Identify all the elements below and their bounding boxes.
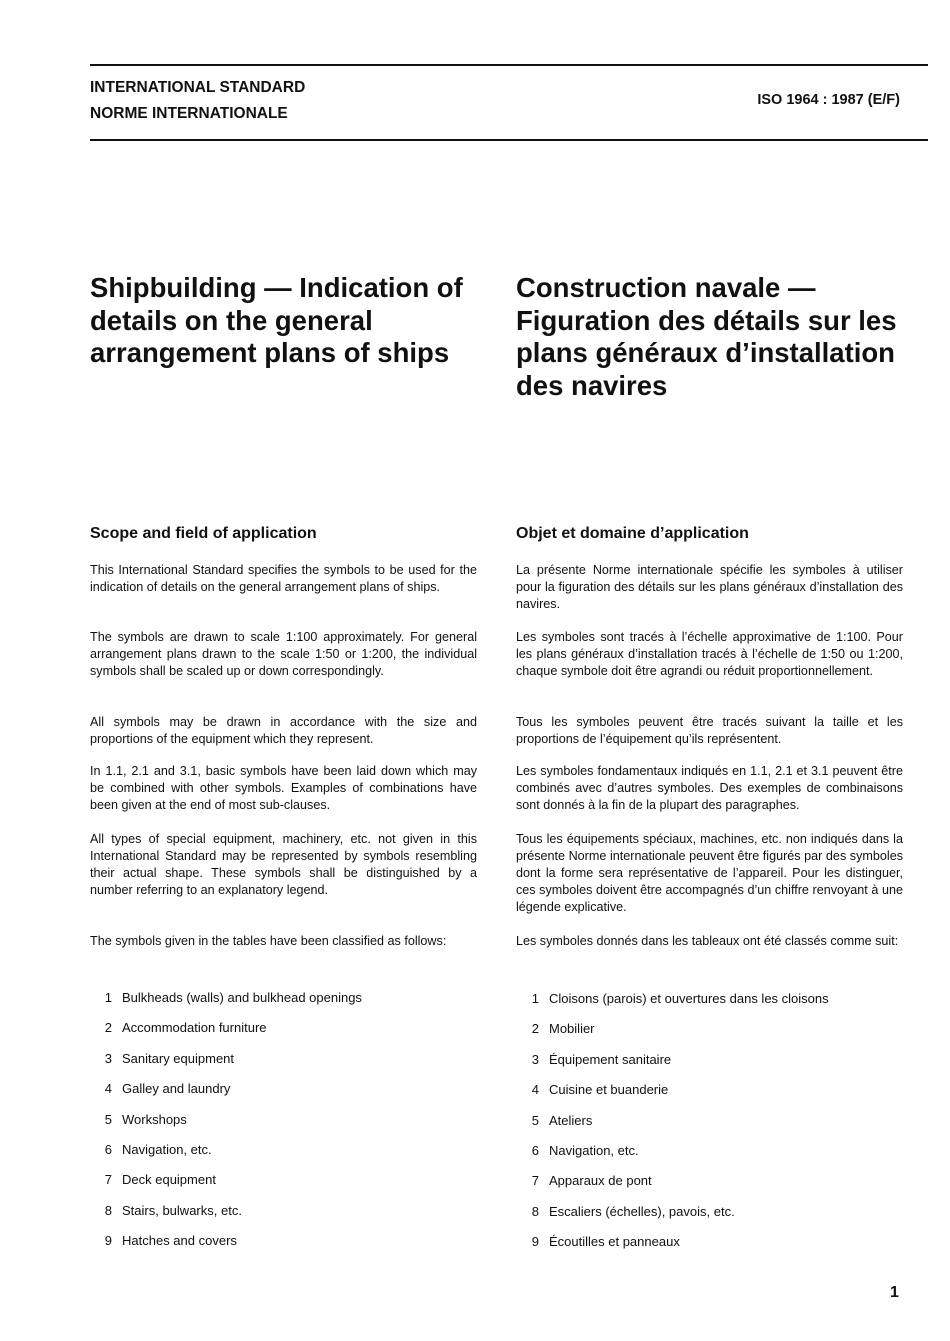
list-item-text: Équipement sanitaire <box>549 1051 672 1067</box>
list-item-number: 1 <box>104 990 112 1005</box>
heading-fr: Objet et domaine d’application <box>516 525 749 542</box>
list-item-number: 9 <box>104 1233 112 1249</box>
list-item-number: 6 <box>104 1142 112 1157</box>
heading-en: Scope and field of application <box>90 525 317 542</box>
list-item-text: Hatches and covers <box>122 1233 237 1249</box>
list-item-number: 1 <box>531 991 539 1006</box>
list-item-text: Galley and laundry <box>122 1081 231 1097</box>
list-item-text: Workshops <box>122 1111 187 1127</box>
paragraph: La présente Norme internationale spécifie les symboles à utiliser pour la figuration des détails sur les plans généraux d’installation des navires. <box>516 563 903 611</box>
paragraph: The symbols are drawn to scale 1:100 approximately. For general arrangement plans drawn to the scale 1:50 or 1:200, the individual symbols shall be scaled up or down correspondingly. <box>90 630 477 678</box>
list-item-text: Deck equipment <box>122 1172 216 1188</box>
list-item-number: 5 <box>531 1112 539 1128</box>
list-item-number: 7 <box>531 1173 539 1189</box>
list-item-number: 5 <box>104 1111 112 1127</box>
list-item-text: Ateliers <box>549 1112 593 1128</box>
list-item-text: Écoutilles et panneaux <box>549 1234 680 1250</box>
list-item-text: Cuisine et buanderie <box>549 1082 669 1098</box>
list-item-text: Cloisons (parois) et ouvertures dans les cloisons <box>549 991 829 1006</box>
list-item-number: 7 <box>104 1172 112 1188</box>
list-item-number: 8 <box>104 1202 112 1218</box>
paragraph: Tous les équipements spéciaux, machines, etc. non indiqués dans la présente Norme internationale peuvent être figurés par des symboles dont la forme sera représentative de l’appareil. Pour les distinguer, ces symboles doivent être accompagnés d’un chiffre renvoyant à une légende explicative. <box>516 832 903 914</box>
list-item-text: Apparaux de pont <box>549 1173 652 1189</box>
standard-code: ISO 1964 : 1987 (E/F) <box>757 92 900 108</box>
list-item-text: Stairs, bulwarks, etc. <box>122 1202 242 1218</box>
paragraph: All types of special equipment, machinery, etc. not given in this International Standard may be represented by symbols resembling their actual shape. These symbols shall be distinguished by a number referring to an explanatory legend. <box>90 832 477 897</box>
header-standard-fr: NORME INTERNATIONALE <box>90 105 288 122</box>
list-item-number: 2 <box>104 1020 112 1036</box>
list-item-text: Escaliers (échelles), pavois, etc. <box>549 1203 735 1219</box>
list-item-number: 8 <box>531 1203 539 1219</box>
paragraph: All symbols may be drawn in accordance with the size and proportions of the equipment which they represent. <box>90 715 477 746</box>
paragraph: The symbols given in the tables have been classified as follows: <box>90 934 447 948</box>
top-rule <box>90 64 928 66</box>
list-item-number: 4 <box>104 1081 112 1097</box>
list-item-number: 6 <box>531 1143 539 1158</box>
paragraph: Les symboles fondamentaux indiqués en 1.1, 2.1 et 3.1 peuvent être combinés avec d’autres symboles. Des exemples de combinaisons sont donnés à la fin de la plupart des paragraphes. <box>516 764 903 812</box>
list-item-text: Navigation, etc. <box>122 1142 212 1157</box>
list-item-number: 9 <box>531 1234 539 1250</box>
page-number: 1 <box>890 1284 899 1301</box>
header-standard-en: INTERNATIONAL STANDARD <box>90 79 306 96</box>
list-item-text: Mobilier <box>549 1021 595 1037</box>
list-item-number: 2 <box>531 1021 539 1037</box>
list-item-number: 3 <box>531 1051 539 1067</box>
paragraph: Tous les symboles peuvent être tracés suivant la taille et les proportions de l’équipement qu’ils représentent. <box>516 715 903 746</box>
paragraph: Les symboles donnés dans les tableaux ont été classés comme suit: <box>516 934 899 948</box>
header-rule <box>90 139 928 141</box>
list-item-text: Sanitary equipment <box>122 1050 235 1066</box>
paragraph: Les symboles sont tracés à l’échelle approximative de 1:100. Pour les plans généraux d’installation tracés à l’échelle de 1:50 ou 1:200, chaque symbole doit être agrandi ou réduit proportionnellement. <box>516 630 903 678</box>
list-item-text: Navigation, etc. <box>549 1143 639 1158</box>
title-fr: Construction navale — Figuration des détails sur les plans généraux d’installation des navires <box>516 272 897 401</box>
list-item-number: 4 <box>531 1082 539 1098</box>
list-item-text: Accommodation furniture <box>122 1020 267 1036</box>
list-item-text: Bulkheads (walls) and bulkhead openings <box>122 990 362 1005</box>
list-item-number: 3 <box>104 1050 112 1066</box>
paragraph: In 1.1, 2.1 and 3.1, basic symbols have been laid down which may be combined with other symbols. Examples of combinations have been given at the end of most sub-clauses. <box>90 764 477 812</box>
paragraph: This International Standard specifies the symbols to be used for the indication of details on the general arrangement plans of ships. <box>90 563 477 594</box>
title-en: Shipbuilding — Indication of details on the general arrangement plans of ships <box>90 272 463 368</box>
